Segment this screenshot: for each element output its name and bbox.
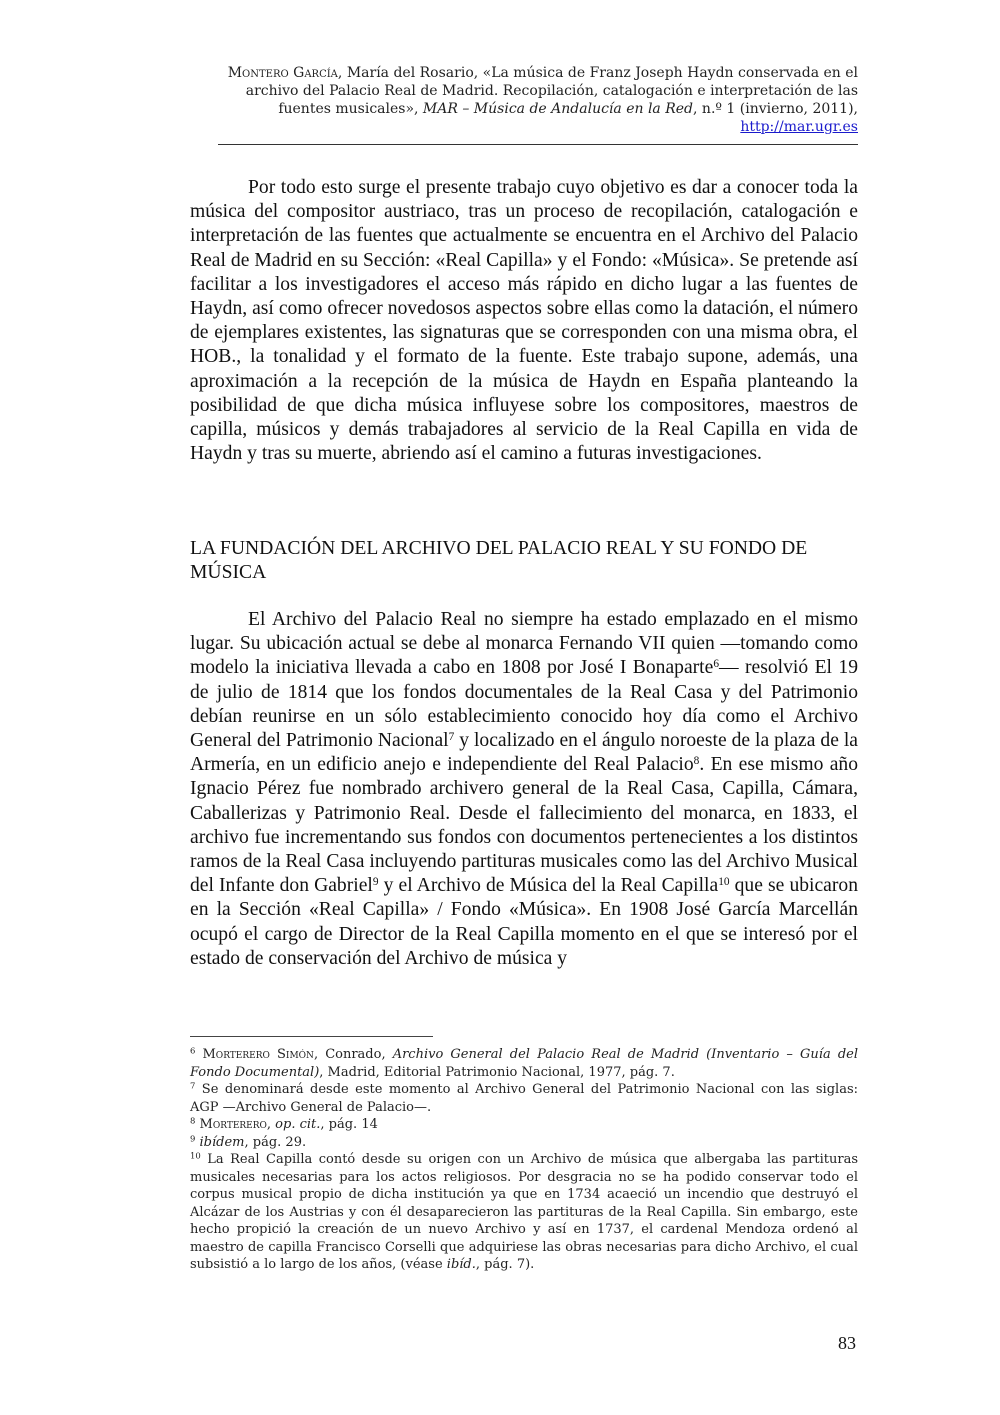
footnote-ref-9[interactable]: 9 (372, 875, 379, 888)
footnote-number: 6 (190, 1045, 196, 1056)
footnote-title: op. cit. (275, 1117, 321, 1132)
footnote-number: 10 (190, 1150, 201, 1161)
footnote-text: , pág. 29. (244, 1134, 307, 1150)
footnote-ref-8[interactable]: 8 (693, 754, 700, 767)
running-header (218, 64, 858, 136)
footnote-ref-10[interactable]: 10 (718, 875, 730, 888)
footnote-divider (190, 1036, 433, 1037)
footnote-text: , (266, 1117, 276, 1132)
footnote-number: 9 (190, 1132, 196, 1143)
footnote-10 (190, 1151, 858, 1274)
header-author: Montero García (227, 65, 338, 81)
footnote-ref-7[interactable]: 7 (448, 730, 455, 743)
section-heading: LA FUNDACIÓN DEL ARCHIVO DEL PALACIO REAL Y SU FONDO DE MÚSICA (190, 538, 808, 583)
footnote-text: , pág. 7). (475, 1257, 535, 1272)
page-number: 83 (838, 1333, 856, 1353)
paragraph-text: — resolvió El 19 de julio de 1814 que los fondos documentales de la Real Casa y del Patrimonio debían reunirse en un sólo establecimiento conocido hoy día como el Archivo General del Patrimonio Nacional (190, 657, 858, 752)
paragraph-text: El Archivo del Palacio Real no siempre ha estado emplazado en el mismo lugar. Su ubicación actual se debe al monarca Fernando VII quien —tomando como modelo la iniciativa llevada a cabo en 1808 por José I Bonaparte (190, 609, 858, 679)
footnote-number: 7 (190, 1080, 196, 1091)
paragraph-text: y localizado en el ángulo noroeste de la plaza de la Armería, en un edificio anejo e independiente del Real Palacio (190, 730, 858, 776)
footnote-title: Archivo General del Palacio Real de Madrid (Inventario – Guía del Fondo Documental) (190, 1047, 858, 1080)
footnote-9 (190, 1134, 858, 1152)
header-divider (218, 144, 858, 145)
footnote-title: ibídem (199, 1134, 245, 1150)
paragraph-text: . En ese mismo año Ignacio Pérez fue nombrado archivero general de la Real Casa, Capilla, Cámara, Caballerizas y Patrimonio Real. Desde el fallecimiento del monarca, en 1833, el archivo fue incrementando sus fondos con documentos pertenecientes a los distintos ramos de la Real Casa incluyendo partituras musicales como las del Archivo Musical del Infante don Gabriel (190, 754, 858, 897)
header-journal: MAR – Música de Andalucía en la Red (422, 101, 694, 117)
footnote-author: Morterero Simón (202, 1047, 314, 1062)
footnote-text: La Real Capilla contó desde su origen con un Archivo de música que albergaba las partituras musicales necesarias para los actos religiosos. Por desgracia no se ha podido conservar todo el corpus musical propio de dicha institución ya que en 1734 acaeció un incendio que destruyó el Alcázar de los Austrias y con él desaparecieron las partituras de la Real Capilla. Sin embargo, este hecho propició la creación de un nuevo Archivo y así en 1737, el cardenal Mendoza ordenó al maestro de capilla Francisco Corselli que adquiriese las obras necesarias para dicho Archivo, el cual subsistió a lo largo de los años, (véase (190, 1152, 858, 1272)
footnote-text: , pág. 14 (320, 1117, 378, 1132)
section-paragraph (190, 608, 858, 971)
paragraph-text: que se ubicaron en la Sección «Real Capilla» / Fondo «Música». En 1908 José García Marcellán ocupó el cargo de Director de la Real Capilla momento en el que se interesó por el estado de conservación del Archivo de música y (190, 875, 858, 969)
intro-paragraph: Por todo esto surge el presente trabajo cuyo objetivo es dar a conocer toda la música del compositor austriaco, tras un proceso de recopilación, catalogación e interpretación de las fuentes que actualmente se encuentra en el Archivo del Palacio Real de Madrid en su Sección: «Real Capilla» y el Fondo: «Música». Se pretende así facilitar a los investigadores el acceso más rápido en dicho lugar a las fuentes de Haydn, así como ofrecer novedosos aspectos sobre ellas como la datación, el número de ejemplares existentes, las signaturas que se corresponden con una misma obra, el HOB., la tonalidad y el formato de la fuente. Este trabajo supone, además, una aproximación a la recepción de la música de Haydn en España planteando la posibilidad de que dicha música influyese sobre los compositores, maestros de capilla, músicos y demás trabajadores al servicio de la Real Capilla en vida de Haydn y tras su muerte, abriendo así el camino a futuras investigaciones. (190, 177, 858, 465)
footnote-6 (190, 1046, 858, 1081)
footnote-7 (190, 1081, 858, 1116)
footnote-text: , Conrado, (313, 1047, 393, 1062)
header-url-link[interactable]: http://mar.ugr.es (740, 119, 858, 135)
paragraph-text: y el Archivo de Música del la Real Capilla (378, 875, 719, 897)
footnote-number: 8 (190, 1115, 196, 1126)
footnotes (190, 1046, 858, 1274)
footnote-8 (190, 1116, 858, 1134)
header-citation: , María del Rosario, «La música de Franz Joseph Haydn conservada en el archivo del Palacio Real de Madrid. Recopilación, catalogación e interpretación de las fuentes musicales», (245, 65, 858, 117)
footnote-author: Morterero (199, 1117, 267, 1132)
footnote-text: , Madrid, Editorial Patrimonio Nacional, 1977, pág. 7. (319, 1064, 675, 1080)
footnote-text: Se denominará desde este momento al Archivo General del Patrimonio Nacional con las siglas: AGP —Archivo General de Palacio—. (190, 1082, 858, 1115)
footnote-ref-6[interactable]: 6 (713, 658, 719, 671)
header-issue: , n.º 1 (invierno, 2011), (693, 101, 858, 117)
footnote-title: ibíd. (446, 1257, 476, 1272)
